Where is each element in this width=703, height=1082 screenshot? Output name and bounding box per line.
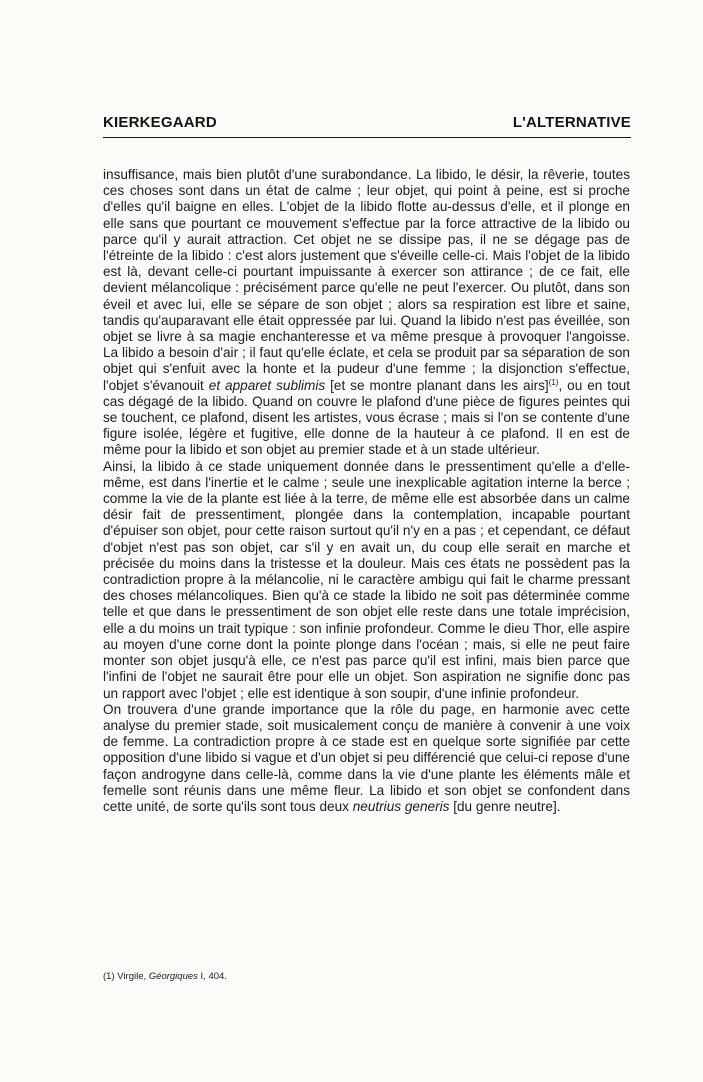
header-title: L'ALTERNATIVE — [512, 114, 631, 131]
header-rule — [103, 137, 631, 138]
header-author: KIERKEGAARD — [103, 114, 217, 131]
paragraph-3-text-b: [du genre neutre]. — [449, 798, 561, 814]
latin-quote-1: et apparet sublimis — [208, 377, 326, 393]
paragraph-1-text-c: , ou en tout cas dégagé de la libido. Quand on couvre le plafond d'une pièce de figures peintes qui se touchent, ce plafond, disent les artistes, vous écrase ; mais si l'on se contente d'une figure isolée, légère et fugitive, elle donne de la hauteur à ce plafond. Il en est de même pour la libido et son objet au premier stade et à un stade ultérieur. — [103, 377, 630, 458]
paragraph-2: Ainsi, la libido à ce stade uniquement donnée dans le pressentiment qu'elle a d'elle-même, est dans l'inertie et le calme ; seule une inexplicable agitation interne la berce ; comme la vie de la plante est liée à la terre, de même elle est absorbée dans un calme désir fait de pressentiment, plongée dans la contemplation, incapable pourtant d'épuiser son objet, pour cette raison surtout qu'il n'y en a pas ; et cependant, ce défaut d'objet n'est pas son objet, car s'il y en avait un, du coup elle serait en marche et précisée du moins dans la tristesse et la douleur. Mais ces états ne possèdent pas la contradiction propre à la mélancolie, ni le caractère ambigu qui fait le charme pressant des choses mélancoliques. Bien qu'à ce stade la libido ne soit pas déterminée comme telle et que dans le pressentiment de son objet elle reste dans une totale imprécision, elle a du moins un trait typique : son infinie profondeur. Comme le dieu Thor, elle aspire au moyen d'une corne dont la pointe plonge dans l'océan ; mais, si elle ne peut faire monter son objet jusqu'à elle, ce n'est pas parce qu'il est infini, mais bien parce que l'infini de l'objet ne saurait être pour elle un objet. Son aspiration ne signifie donc pas un rapport avec l'objet ; elle est identique à son soupir, d'une infinie profondeur. — [103, 458, 630, 701]
latin-quote-2: neutrius generis — [352, 798, 450, 814]
body-text — [103, 167, 630, 815]
paragraph-1-text-b: [et se montre planant dans les airs] — [325, 377, 549, 393]
paragraph-3-text-a: On trouvera d'une grande importance que la rôle du page, en harmonie avec cette analyse du premier stade, soit musicalement conçu de manière à convenir à une voix de femme. La contradiction propre à ce stade est en quelque sorte signifiée par cette opposition d'une libido si vague et d'un objet si peu différencié que celui-ci repose d'une façon androgyne dans celle-là, comme dans la vie d'une plante les éléments mâle et femelle sont réunis dans une même fleur. La libido et son objet se confondent dans cette unité, de sorte qu'ils sont tous deux — [103, 701, 630, 814]
paragraph-3 — [103, 702, 630, 815]
footnote-ref: (1) — [548, 377, 559, 387]
footnote — [103, 971, 227, 982]
footnote-prefix: (1) Virgile, — [103, 971, 149, 982]
paragraph-1 — [103, 167, 630, 459]
footnote-work-title: Géorgiques — [148, 971, 198, 982]
footnote-suffix: I, 404. — [197, 971, 227, 982]
running-header — [103, 114, 631, 136]
paragraph-1-text-a: insuffisance, mais bien plutôt d'une surabondance. La libido, le désir, la rêverie, toutes ces choses sont dans un état de calme ; leur objet, qui point à peine, est si proche d'elles qu'il baigne en elles. L'objet de la libido flotte au-dessus d'elle, et il plonge en elle sans que pourtant ce mouvement s'effectue par la force attractive de la libido ou parce qu'il y aurait attraction. Cet objet ne se dissipe pas, il ne se dégage pas de l'étreinte de la libido : c'est alors justement que s'éveille celle-ci. Mais l'objet de la libido est là, devant celle-ci pourtant impuissante à exercer son attirance ; de ce fait, elle devient mélancolique : précisément parce qu'elle ne peut l'exercer. Ou plutôt, dans son éveil et avec lui, elle se sépare de son objet ; alors sa respiration est libre et saine, tandis qu'auparavant elle était oppressée par lui. Quand la libido n'est pas éveillée, son objet se livre à sa magie enchanteresse et va même presque à provoquer l'angoisse. La libido a besoin d'air ; il faut qu'elle éclate, et cela se produit par sa séparation de son objet qui s'enfuit avec la honte et la pudeur d'une femme ; la disjonction s'effectue, l'objet s'évanouit — [103, 167, 630, 393]
